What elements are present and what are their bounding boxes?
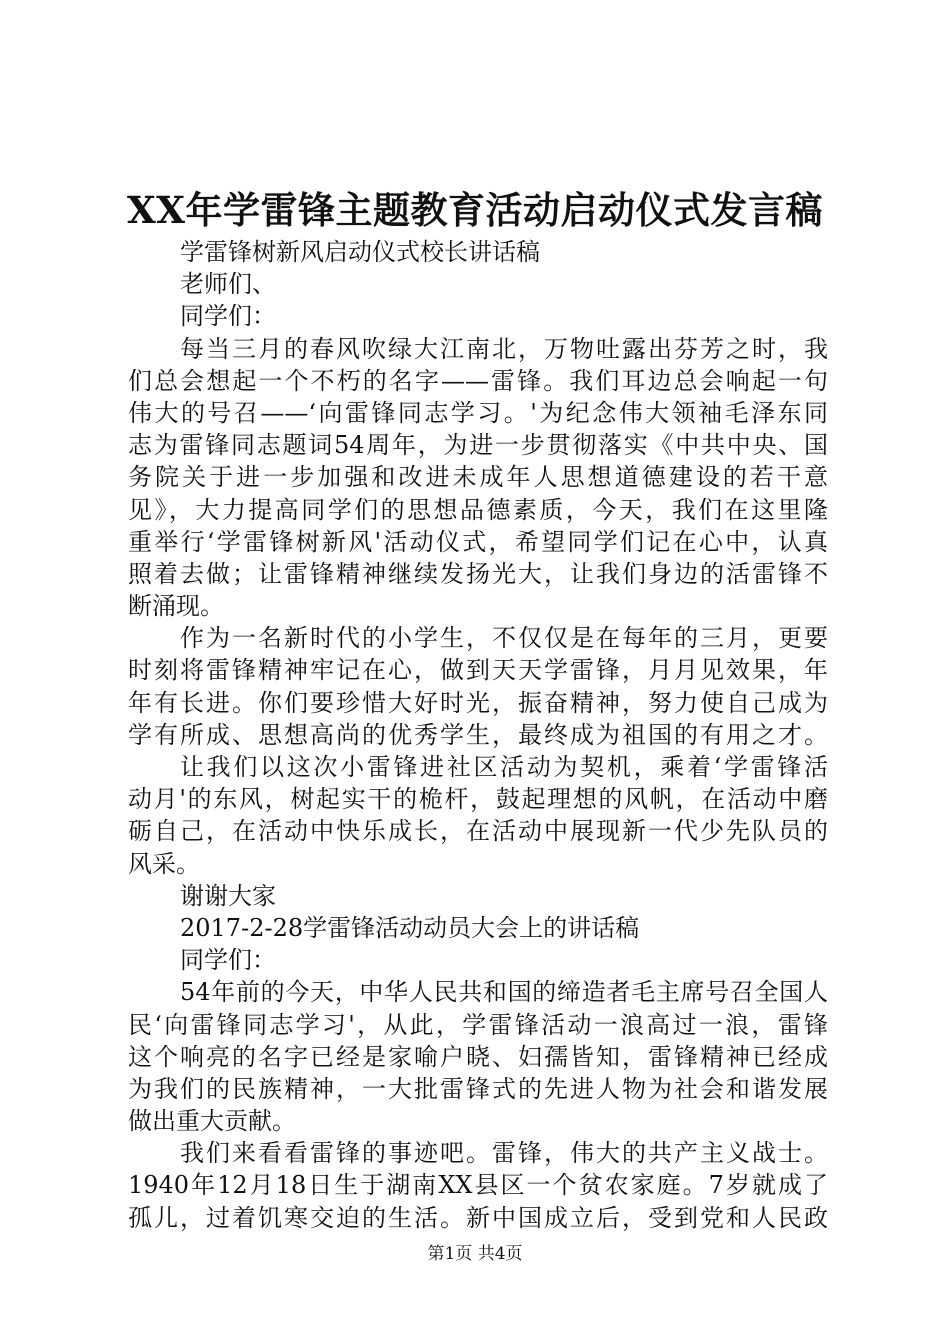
text-line: 时刻将雷锋精神牢记在心，做到天天学雷锋，月月见效果，年 [128, 656, 828, 685]
text-line: 重举行‘学雷锋树新风'活动仪式，希望同学们记在心中，认真 [128, 527, 828, 556]
text-line: 见》，大力提高同学们的思想品德素质，今天，我们在这里隆 [128, 495, 828, 524]
text-line: 学雷锋树新风启动仪式校长讲话稿 [180, 238, 540, 266]
text-line: 照着去做；让雷锋精神继续发扬光大，让我们身边的活雷锋不 [128, 559, 828, 588]
text-line: 每当三月的春风吹绿大江南北，万物吐露出芬芳之时，我 [180, 334, 828, 363]
text-line: 伟大的号召——‘向雷锋同志学习。'为纪念伟大领袖毛泽东同 [128, 398, 828, 427]
text-line: 志为雷锋同志题词54周年，为进一步贯彻落实《中共中央、国 [128, 431, 828, 460]
text-line: 1940年12月18日生于湖南XX县区一个贫农家庭。7岁就成了 [128, 1171, 828, 1200]
text-line: 2017-2-28学雷锋活动动员大会上的讲话稿 [180, 913, 640, 942]
text-line: 谢谢大家 [180, 881, 276, 910]
text-line: 我们来看看雷锋的事迹吧。雷锋，伟大的共产主义战士。 [180, 1139, 828, 1168]
page-number: 第1页 共4页 [427, 1244, 523, 1264]
text-line: 们总会想起一个不朽的名字——雷锋。我们耳边总会响起一句 [128, 366, 828, 395]
text-line: 民‘向雷锋同志学习'，从此，学雷锋活动一浪高过一浪，雷锋 [128, 1010, 828, 1039]
text-line: 同学们： [180, 302, 276, 331]
text-line: 老师们、 [180, 270, 276, 299]
text-line: 这个响亮的名字已经是家喻户晓、妇孺皆知，雷锋精神已经成 [128, 1042, 828, 1071]
text-line: 动月'的东风，树起实干的桅杆，鼓起理想的风帆，在活动中磨 [128, 785, 828, 814]
text-line: 54年前的今天，中华人民共和国的缔造者毛主席号召全国人 [180, 978, 828, 1007]
text-line: 让我们以这次小雷锋进社区活动为契机，乘着‘学雷锋活 [180, 753, 828, 781]
text-line: 孤儿，过着饥寒交迫的生活。新中国成立后，受到党和人民政 [128, 1203, 828, 1232]
text-line: 砺自己，在活动中快乐成长，在活动中展现新一代少先队员的 [128, 817, 828, 846]
text-line: 为我们的民族精神，一大批雷锋式的先进人物为社会和谐发展 [128, 1074, 828, 1103]
text-line: 务院关于进一步加强和改进未成年人思想道德建设的若干意 [128, 463, 828, 492]
text-line: 学有所成、思想高尚的优秀学生，最终成为祖国的有用之才。 [128, 720, 828, 749]
text-line: 断涌现。 [128, 592, 224, 621]
text-line: 同学们： [180, 946, 276, 975]
document-body [128, 236, 828, 1234]
document-title: XX年学雷锋主题教育活动启动仪式发言稿 [127, 188, 823, 232]
text-line: 年有长进。你们要珍惜大好时光，振奋精神，努力使自己成为 [128, 688, 828, 717]
text-line: 做出重大贡献。 [128, 1107, 296, 1136]
text-line: 风采。 [128, 849, 200, 878]
text-line: 作为一名新时代的小学生，不仅仅是在每年的三月，更要 [180, 624, 828, 653]
